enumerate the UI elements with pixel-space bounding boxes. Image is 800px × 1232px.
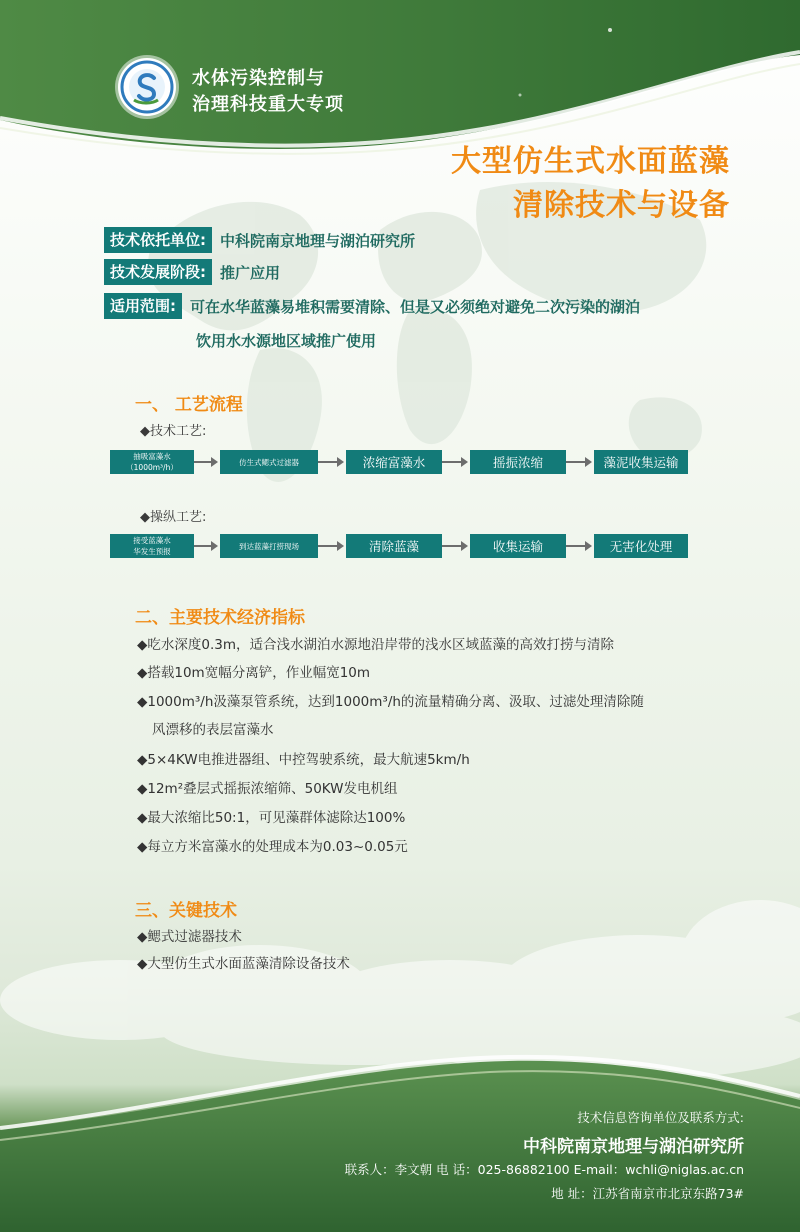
info-unit-row <box>104 226 415 254</box>
tech-step-2: 仿生式鳃式过滤器 <box>220 450 318 474</box>
indicator-item: ◆12m²叠层式摇振浓缩筛、50KW发电机组 <box>137 781 398 797</box>
ops-process-label: ◆操纵工艺: <box>140 510 207 525</box>
scope-value-line2: 饮用水水源地区域推广使用 <box>196 332 377 350</box>
arrow-icon <box>442 545 466 547</box>
tech-step-5: 藻泥收集运输 <box>594 450 688 474</box>
scope-value-line1: 可在水华蓝藻易堆积需要清除、但是又必须绝对避免二次污染的湖泊 <box>190 297 641 316</box>
ops-step-1: 接受蓝藻水 华发生预报 <box>110 534 194 558</box>
program-name-line1: 水体污染控制与 <box>192 68 325 89</box>
arrow-icon <box>318 545 342 547</box>
tech-step-1: 抽吸富藻水 （1000m³/h） <box>110 450 194 474</box>
stage-label: 技术发展阶段: <box>104 259 212 285</box>
program-name-line2: 治理科技重大专项 <box>192 94 344 115</box>
info-scope-row <box>104 292 640 320</box>
arrow-icon <box>566 461 590 463</box>
section1-heading: 一、 工艺流程 <box>135 395 243 415</box>
ops-step-4: 收集运输 <box>470 534 566 558</box>
indicator-item: ◆1000m³/h汲藻泵管系统，达到1000m³/h的流量精确分离、汲取、过滤处理清除随 <box>137 694 644 710</box>
program-logo <box>118 58 176 116</box>
tech-process-label: ◆技术工艺: <box>140 424 207 439</box>
tech-step-4: 摇振浓缩 <box>470 450 566 474</box>
info-stage-row <box>104 258 280 286</box>
address-line: 地 址：江苏省南京市北京东路73# <box>551 1186 744 1201</box>
ops-step-3: 清除蓝藻 <box>346 534 442 558</box>
section3-heading: 三、关键技术 <box>135 901 237 921</box>
consult-label: 技术信息咨询单位及联系方式: <box>577 1110 744 1125</box>
institute-name: 中科院南京地理与湖泊研究所 <box>523 1137 744 1157</box>
arrow-icon <box>442 461 466 463</box>
indicator-item: ◆搭载10m宽幅分离铲，作业幅宽10m <box>137 665 371 681</box>
indicator-item: ◆5×4KW电推进器组、中控驾驶系统，最大航速5km/h <box>137 752 470 768</box>
section2-heading: 二、主要技术经济指标 <box>135 608 305 628</box>
indicator-item: ◆最大浓缩比50:1，可见藻群体滤除达100% <box>137 810 406 826</box>
indicator-item-continued: 风漂移的表层富藻水 <box>152 722 274 738</box>
indicator-item: ◆吃水深度0.3m，适合浅水湖泊水源地沿岸带的浅水区域蓝藻的高效打捞与清除 <box>137 637 615 653</box>
arrow-icon <box>194 461 216 463</box>
title-line2: 清除技术与设备 <box>513 188 730 223</box>
title-line1: 大型仿生式水面蓝藻 <box>451 144 730 179</box>
key-tech-item: ◆鳃式过滤器技术 <box>137 929 242 945</box>
cloud-decoration <box>0 900 800 1080</box>
arrow-icon <box>566 545 590 547</box>
arrow-icon <box>318 461 342 463</box>
unit-value: 中科院南京地理与湖泊研究所 <box>220 231 416 250</box>
contact-line: 联系人：李文朝 电 话：025-86882100 E-mail：wchli@niglas.ac.cn <box>344 1162 744 1177</box>
indicator-item: ◆每立方米富藻水的处理成本为0.03~0.05元 <box>137 839 408 855</box>
key-tech-item: ◆大型仿生式水面蓝藻清除设备技术 <box>137 956 350 972</box>
unit-label: 技术依托单位: <box>104 227 212 253</box>
arrow-icon <box>194 545 216 547</box>
ops-step-5: 无害化处理 <box>594 534 688 558</box>
logo-emblem-icon <box>118 58 176 116</box>
ops-step-2: 到达蓝藻打捞现场 <box>220 534 318 558</box>
tech-step-3: 浓缩富藻水 <box>346 450 442 474</box>
stage-value: 推广应用 <box>220 263 281 282</box>
scope-label: 适用范围: <box>104 293 182 319</box>
